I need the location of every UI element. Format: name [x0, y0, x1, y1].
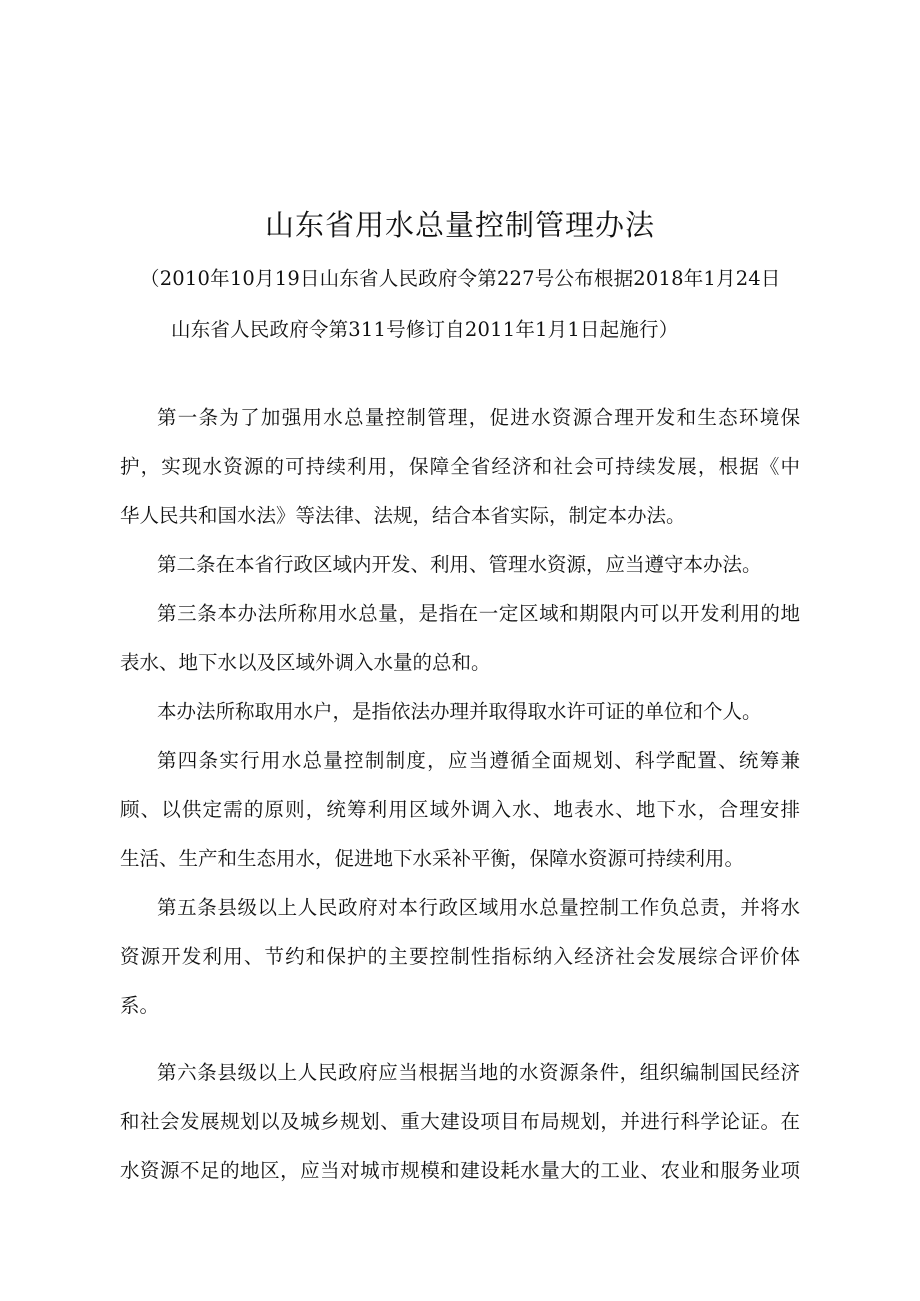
article-6-line-3: 水资源不足的地区，应当对城市规模和建设耗水量大的工业、农业和服务业项 — [120, 1159, 800, 1182]
article-4-line-2: 顾、以供定需的原则，统筹利用区域外调入水、地表水、地下水，合理安排 — [120, 798, 800, 821]
promulgation-note-line-1: （2010年10月19日山东省人民政府令第227号公布根据2018年1月24日 — [140, 267, 781, 290]
article-3-paragraph-2: 本办法所称取用水户，是指依法办理并取得取水许可证的单位和个人。 — [157, 700, 762, 723]
document-title: 山东省用水总量控制管理办法 — [264, 208, 655, 242]
article-3-line-1: 第三条本办法所称用水总量，是指在一定区域和期限内可以开发利用的地 — [157, 602, 800, 625]
article-1-line-3: 华人民共和国水法》等法律、法规，结合本省实际，制定本办法。 — [120, 504, 686, 527]
promulgation-note-line-2: 山东省人民政府令第311号修订自2011年1月1日起施行） — [171, 318, 679, 341]
article-4-line-3: 生活、生产和生态用水，促进地下水采补平衡，保障水资源可持续利用。 — [120, 847, 745, 870]
article-3-line-2: 表水、地下水以及区域外调入水量的总和。 — [120, 651, 491, 674]
article-4-line-1: 第四条实行用水总量控制制度，应当遵循全面规划、科学配置、统筹兼 — [157, 749, 800, 772]
article-2-line-1: 第二条在本省行政区域内开发、利用、管理水资源，应当遵守本办法。 — [157, 553, 762, 576]
article-5-line-2: 资源开发利用、节约和保护的主要控制性指标纳入经济社会发展综合评价体 — [120, 945, 800, 968]
article-6-line-2: 和社会发展规划以及城乡规划、重大建设项目布局规划，并进行科学论证。在 — [120, 1110, 800, 1133]
article-1-line-2: 护，实现水资源的可持续利用，保障全省经济和社会可持续发展，根据《中 — [120, 455, 800, 478]
article-6-line-1: 第六条县级以上人民政府应当根据当地的水资源条件，组织编制国民经济 — [157, 1061, 800, 1084]
article-1-line-1: 第一条为了加强用水总量控制管理，促进水资源合理开发和生态环境保 — [157, 406, 800, 429]
article-5-line-3: 系。 — [120, 994, 160, 1017]
article-5-line-1: 第五条县级以上人民政府对本行政区域用水总量控制工作负总责，并将水 — [157, 896, 800, 919]
